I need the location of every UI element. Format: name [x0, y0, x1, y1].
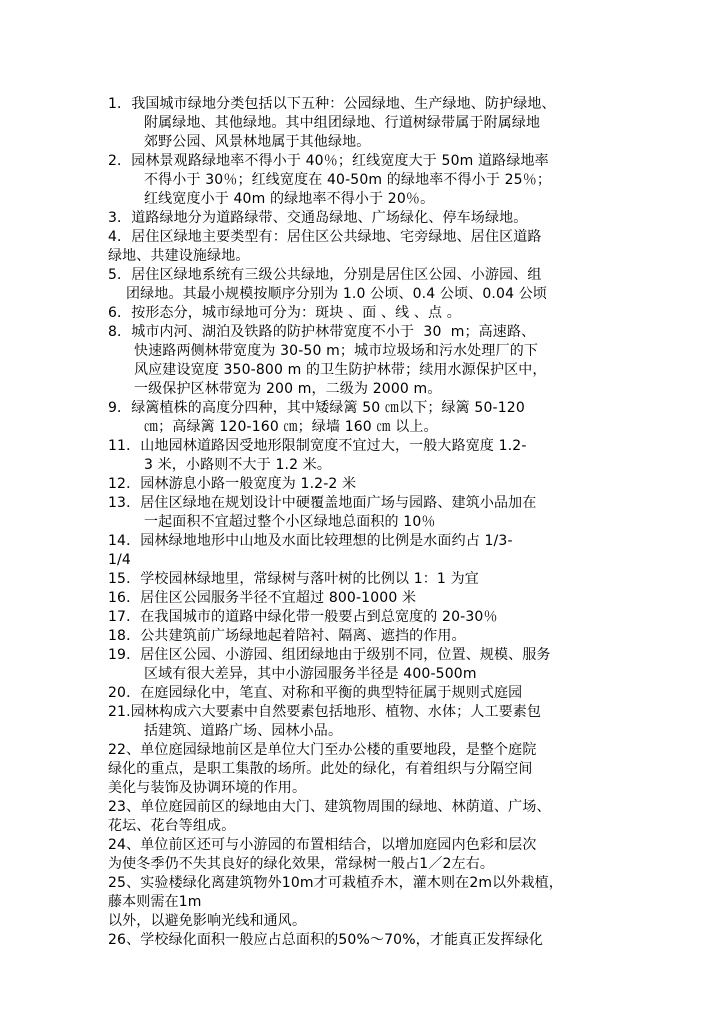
text-line: 区域有很大差异，其中小游园服务半径是 400-500m: [144, 666, 477, 682]
text-line: 不得小于 30％；红线宽度在 40-50m 的绿地率不得小于 25％；: [144, 172, 551, 188]
text-line: 美化与装饰及协调环境的作用。: [108, 780, 307, 796]
text-line: 为使冬季仍不失其良好的绿化效果，常绿树一般占1／2左右。: [108, 856, 495, 872]
text-line: 20．在庭园绿化中，笔直、对称和平衡的典型特征属于规则式庭园: [108, 685, 523, 701]
text-line: 括建筑、道路广场、园林小品。: [144, 723, 343, 739]
text-line: 团绿地。其最小规模按顺序分别为 1.0 公顷、0.4 公顷、0.04 公顷: [126, 286, 548, 302]
text-line: 11．山地园林道路因受地形限制宽度不宜过大，一般大路宽度 1.2-: [108, 438, 527, 454]
text-line: 藤本则需在1m: [108, 894, 202, 910]
text-line: 8．城市内河、湖泊及铁路的防护林带宽度不小于 30 m；高速路、: [108, 324, 536, 340]
text-line: 花坛、花台等组成。: [108, 818, 236, 834]
text-line: 郊野公园、风景林地属于其他绿地。: [144, 134, 371, 150]
text-line: 快速路两侧林带宽度为 30-50 m；城市垃圾场和污水处理厂的下: [134, 343, 539, 359]
text-line: 1/4: [108, 552, 131, 568]
text-line: 13．居住区绿地在规划设计中硬覆盖地面广场与园路、建筑小品加在: [108, 495, 537, 511]
text-line: 绿地、共建设施绿地。: [108, 248, 250, 264]
text-line: 一级保护区林带宽为 200 m，二级为 2000 m。: [134, 381, 442, 397]
text-line: 以外，以避免影响光线和通风。: [108, 913, 307, 929]
text-line: 风应建设宽度 350-800 m 的卫生防护林带；续用水源保护区中，: [134, 362, 547, 378]
text-line: 3．道路绿地分为道路绿带、交通岛绿地、广场绿化、停车场绿地。: [108, 210, 528, 226]
text-line: 22、单位庭园绿地前区是单位大门至办公楼的重要地段，是整个庭院: [108, 742, 537, 758]
text-line: 12．园林游息小路一般宽度为 1.2-2 米: [108, 476, 357, 492]
text-line: 一起面积不宜超过整个小区绿地总面积的 10％: [144, 514, 436, 530]
text-line: 21.园林构成六大要素中自然要素包括地形、植物、水体；人工要素包: [108, 704, 542, 720]
text-line: 24、单位前区还可与小游园的布置相结合，以增加庭园内色彩和层次: [108, 837, 537, 853]
text-line: 红线宽度小于 40m 的绿地率不得小于 20％。: [144, 191, 435, 207]
text-line: 4．居住区绿地主要类型有：居住区公共绿地、宅旁绿地、居住区道路: [108, 229, 542, 245]
text-line: 3 米，小路则不大于 1.2 米。: [144, 457, 332, 473]
text-line: 附属绿地、其他绿地。其中组团绿地、行道树绿带属于附属绿地: [144, 115, 541, 131]
text-line: 16．居住区公园服务半径不宜超过 800-1000 米: [108, 590, 417, 606]
text-line: 23、单位庭园前区的绿地由大门、建筑物周围的绿地、林荫道、广场、: [108, 799, 551, 815]
text-line: 5．居住区绿地系统有三级公共绿地，分别是居住区公园、小游园、组: [108, 267, 542, 283]
text-line: 18．公共建筑前广场绿地起着陪衬、隔离、遮挡的作用。: [108, 628, 466, 644]
text-line: 19．居住区公园、小游园、组团绿地由于级别不同，位置、规模、服务: [108, 647, 551, 663]
text-line: 绿化的重点，是职工集散的场所。此处的绿化，有着组织与分隔空间: [108, 761, 533, 777]
text-line: ㎝；高绿篱 120-160 ㎝；绿墙 160 ㎝ 以上。: [144, 419, 438, 435]
text-line: 26、学校绿化面积一般应占总面积的50%～70%，才能真正发挥绿化: [108, 932, 543, 948]
text-line: 6．按形态分，城市绿地可分为：斑块 、面 、线 、点 。: [108, 305, 461, 321]
text-line: 15．学校园林绿地里，常绿树与落叶树的比例以 1：1 为宜: [108, 571, 479, 587]
text-line: 9．绿篱植株的高度分四种，其中矮绿篱 50 ㎝以下；绿篱 50-120: [108, 400, 525, 416]
text-line: 14．园林绿地地形中山地及水面比较理想的比例是水面约占 1/3-: [108, 533, 513, 549]
text-line: 1．我国城市绿地分类包括以下五种：公园绿地、生产绿地、防护绿地、: [108, 96, 556, 112]
text-line: 2．园林景观路绿地率不得小于 40％；红线宽度大于 50m 道路绿地率: [108, 153, 549, 169]
text-line: 17．在我国城市的道路中绿化带一般要占到总宽度的 20-30％: [108, 609, 498, 625]
text-line: 25、实验楼绿化离建筑物外10m才可栽植乔木，灌木则在2m以外栽植，: [108, 875, 563, 891]
